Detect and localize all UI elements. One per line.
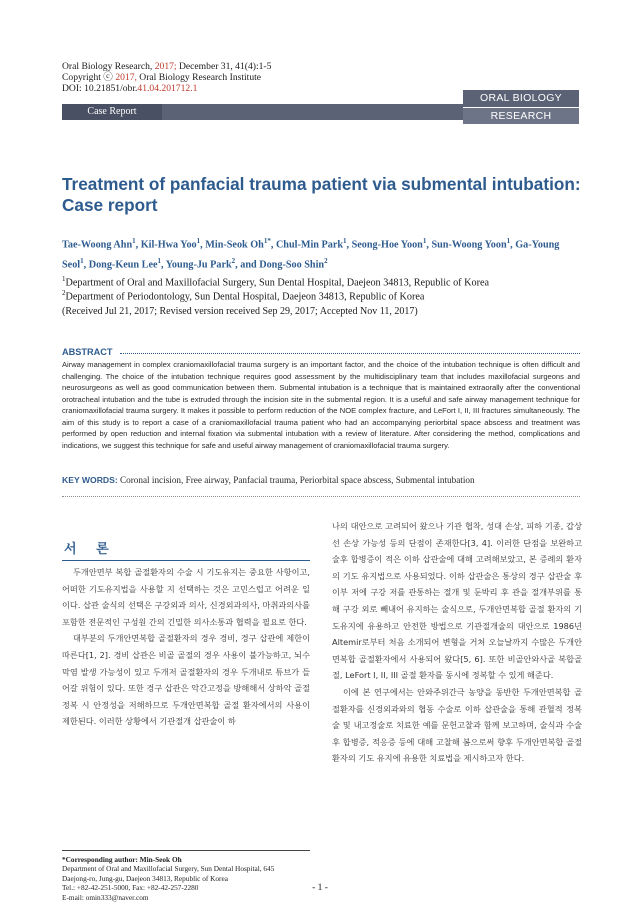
author-affiliation-marker: 1 (157, 257, 161, 266)
author-separator: , (200, 239, 206, 251)
left-column (62, 564, 310, 730)
article-type-label: Case Report (62, 104, 162, 120)
abstract-rule (120, 353, 580, 354)
paragraph: 이에 본 연구에서는 안와주위간극 농양을 동반한 두개안면복합 골절환자를 신경외과와의 협동 수술로 이하 삽관술을 통해 관혈적 정복술 및 내고정술로 치료한 예를 문헌고찰과 함께 보고하며, 술식과 수술 후 합병증, 적응증 등에 대해 고찰해 봄으로써 향후 두개안면복합 골절 환자의 기도 유지에 유용한 치료법을 제시하고자 한다. (332, 686, 582, 764)
author-name: Kil-Hwa Yoo (140, 239, 197, 251)
author-separator: , (135, 239, 141, 251)
section-divider (62, 496, 580, 497)
citation-line (62, 61, 271, 72)
author-separator: , (510, 239, 516, 251)
section-heading: 서 론 (64, 541, 117, 556)
author-affiliation-marker: 1 (506, 237, 511, 245)
footnote-line: Tel.: +82-42-251-5000, Fax: +82-42-257-2280 (62, 883, 199, 893)
page-number: - 1 - (312, 883, 328, 893)
author-separator: , (160, 259, 166, 271)
affiliation-2 (62, 286, 582, 304)
affiliation-2-marker: 2 (62, 289, 66, 297)
author-affiliation-marker: 1 (80, 257, 84, 266)
footnote-heading: *Corresponding author: Min-Seok Oh (62, 855, 182, 864)
citation-suffix: December 31, 41(4):1-5 (176, 61, 272, 72)
affiliation-1-text: Department of Oral and Maxillofacial Surgery, Sun Dental Hospital, Daejeon 34813, Republic of Korea (65, 277, 490, 289)
author-list (62, 233, 582, 274)
footnote-line: Daejong-ro, Jung-gu, Daejeon 34813, Republic of Korea (62, 873, 228, 883)
author-separator: , and (235, 259, 260, 271)
keywords-label: KEY WORDS: (62, 475, 118, 485)
paragraph: 대부분의 두개안면복합 골절환자의 경우 경비, 경구 삽관에 제한이 따른다[1, 2]. 경비 삽관은 비골 골절의 경우 사용이 불가능하고, 뇌수막염 발생 가능성이 있고 두개저 골절환자의 경우 두개내로 튜브가 들어갈 위험이 있다. 또한 경구 삽관은 악간고정을 방해해서 상하악 골절 정복 시 안정성을 저해하므로 두개안면복합 골절 환자에서의 사용이 제한된다. 이러한 상황에서 기관절개 삽관술이 하 (62, 633, 310, 727)
author-name: Sun-Woong Yoon (431, 239, 507, 251)
author-affiliation-marker: 1 (196, 237, 201, 245)
journal-logo-bottom: RESEARCH (463, 108, 579, 124)
article-title: Treatment of panfacial trauma patient via submental intubation: Case report (62, 174, 581, 215)
footnote-email[interactable]: E-mail: omin333@naver.com (62, 892, 149, 902)
abstract-text: Airway management in complex craniomaxillofacial trauma surgery is an important factor, and the choice of the intubation technique is often difficult and challenging. The choice of the intubation technique requires good assessment by the multidisciplinary team that includes maxillofacial surgeons and neurosurgeons as well as good communication between them. Submental intubation is a technique that is maintained extraorally after the conventional orotracheal intubation and the tube is extruded through the incision site in the submental region. It is a useful and safe airway management technique for craniomaxillofacial trauma surgery. It makes it possible to perform reduction of the NOE complex fracture, and LeFort I, II, III fractures simultaneously. The aim of this study is to report a case of a craniomaxillofacial trauma patient who had an accompanying periorbital space abscess and treatment was performed by open reduction and internal fixation via submental intubation with a review of literature. After considering the method, complications and indications, we suggest this technique for safe and useful airway management of craniomaxillofacial trauma surgery. (62, 360, 580, 450)
keywords-text: Coronal incision, Free airway, Panfacial trauma, Periorbital space abscess, Submental intubation (117, 475, 475, 485)
paragraph: 나의 대안으로 고려되어 왔으나 기관 협착, 성대 손상, 피하 기종, 갑상선 손상 가능성 등의 단점이 존재한다[3, 4]. 이러한 단점을 보완하고 술후 합병증이 적은 이하 삽관술에 대해 고려해보았고, 본 증례의 환자의 기도 유지법으로 사용되었다. 이하 삽관술은 통상의 경구 삽관술 후 이부 저에 구강 저를 관통하는 절개 및 둔박리 후 관을 절개부위를 통해 구강 외로 빼내어 유지하는 술식으로, 두개안면복합 골절 환자의 기도유지에 유용하고 안전한 방법으로 기관절개술의 대안으로 1986년 Altemir로부터 처음 소개되어 변형을 거쳐 오늘날까지 수많은 두개안면복합 골절환자에서 사용되어 왔다[5, 6]. 또한 비골안와사골 복합골절, LeFort I, II, III 골절 환자를 동시에 정복할 수 있게 해준다. (332, 521, 582, 681)
received-dates: (Received Jul 21, 2017; Revised version received Sep 29, 2017; Accepted Nov 11, 2017) (62, 306, 418, 317)
doi-id[interactable]: 41.04.201712.1 (137, 83, 198, 94)
author-affiliation-marker: 1 (343, 237, 347, 245)
author-name: Dong-Soo Shin (259, 259, 325, 271)
author-name: Ga-Young Seol (62, 239, 560, 271)
affiliation-2-text: Department of Periodontology, Sun Dental Hospital, Daejeon 34813, Republic of Korea (65, 291, 425, 303)
section-heading-rule (62, 560, 310, 561)
copyright-prefix: Copyright ⓒ (62, 72, 116, 83)
journal-logo-top: ORAL BIOLOGY (463, 90, 579, 107)
author-name: Dong-Keun Lee (88, 259, 158, 271)
author-affiliation-marker: 2 (231, 257, 236, 266)
author-affiliation-marker: 2 (324, 257, 328, 266)
author-name: Seong-Hoe Yoon (351, 239, 423, 251)
paragraph: 두개안면부 복합 골절환자의 수술 시 기도유지는 중요한 사항이고, 어떠한 기도유지법을 사용할 지 선택하는 것은 고민스럽고 어려운 일이다. 삽관 술식의 선택은 구강외과 의사, 신경외과의사, 마취과의사를 포함한 전문적인 구성원 간의 긴밀한 의사소통과 협력을 필요로 한다. (62, 567, 310, 627)
citation-prefix: Oral Biology Research, (62, 61, 155, 72)
footnote-rule (62, 850, 310, 851)
abstract-heading: ABSTRACT (62, 347, 113, 357)
author-name: Chul-Min Park (275, 239, 344, 251)
author-affiliation-marker: 1 (422, 237, 427, 245)
citation-year: 2017; (154, 61, 177, 72)
author-affiliation-marker: 1* (263, 237, 271, 245)
author-name: Tae-Woong Ahn (62, 239, 133, 251)
footnote-line: Department of Oral and Maxillofacial Surgery, Sun Dental Hospital, 645 (62, 864, 275, 874)
corresponding-author-footnote (62, 855, 322, 902)
copyright-year: 2017, (115, 72, 137, 83)
keywords (62, 475, 580, 485)
copyright-line (62, 72, 261, 83)
author-separator: , (270, 239, 276, 251)
author-separator: , (346, 239, 352, 251)
author-separator: , (83, 259, 89, 271)
author-name: Min-Seok Oh (205, 239, 264, 251)
right-column (332, 518, 582, 767)
author-affiliation-marker: 1 (132, 237, 136, 245)
author-separator: , (426, 239, 432, 251)
author-name: Young-Ju Park (165, 259, 232, 271)
affiliation-1-marker: 1 (62, 275, 66, 283)
copyright-suffix: Oral Biology Research Institute (136, 72, 262, 83)
doi-prefix: DOI: 10.21851/obr. (62, 83, 138, 94)
doi-line (62, 83, 197, 94)
